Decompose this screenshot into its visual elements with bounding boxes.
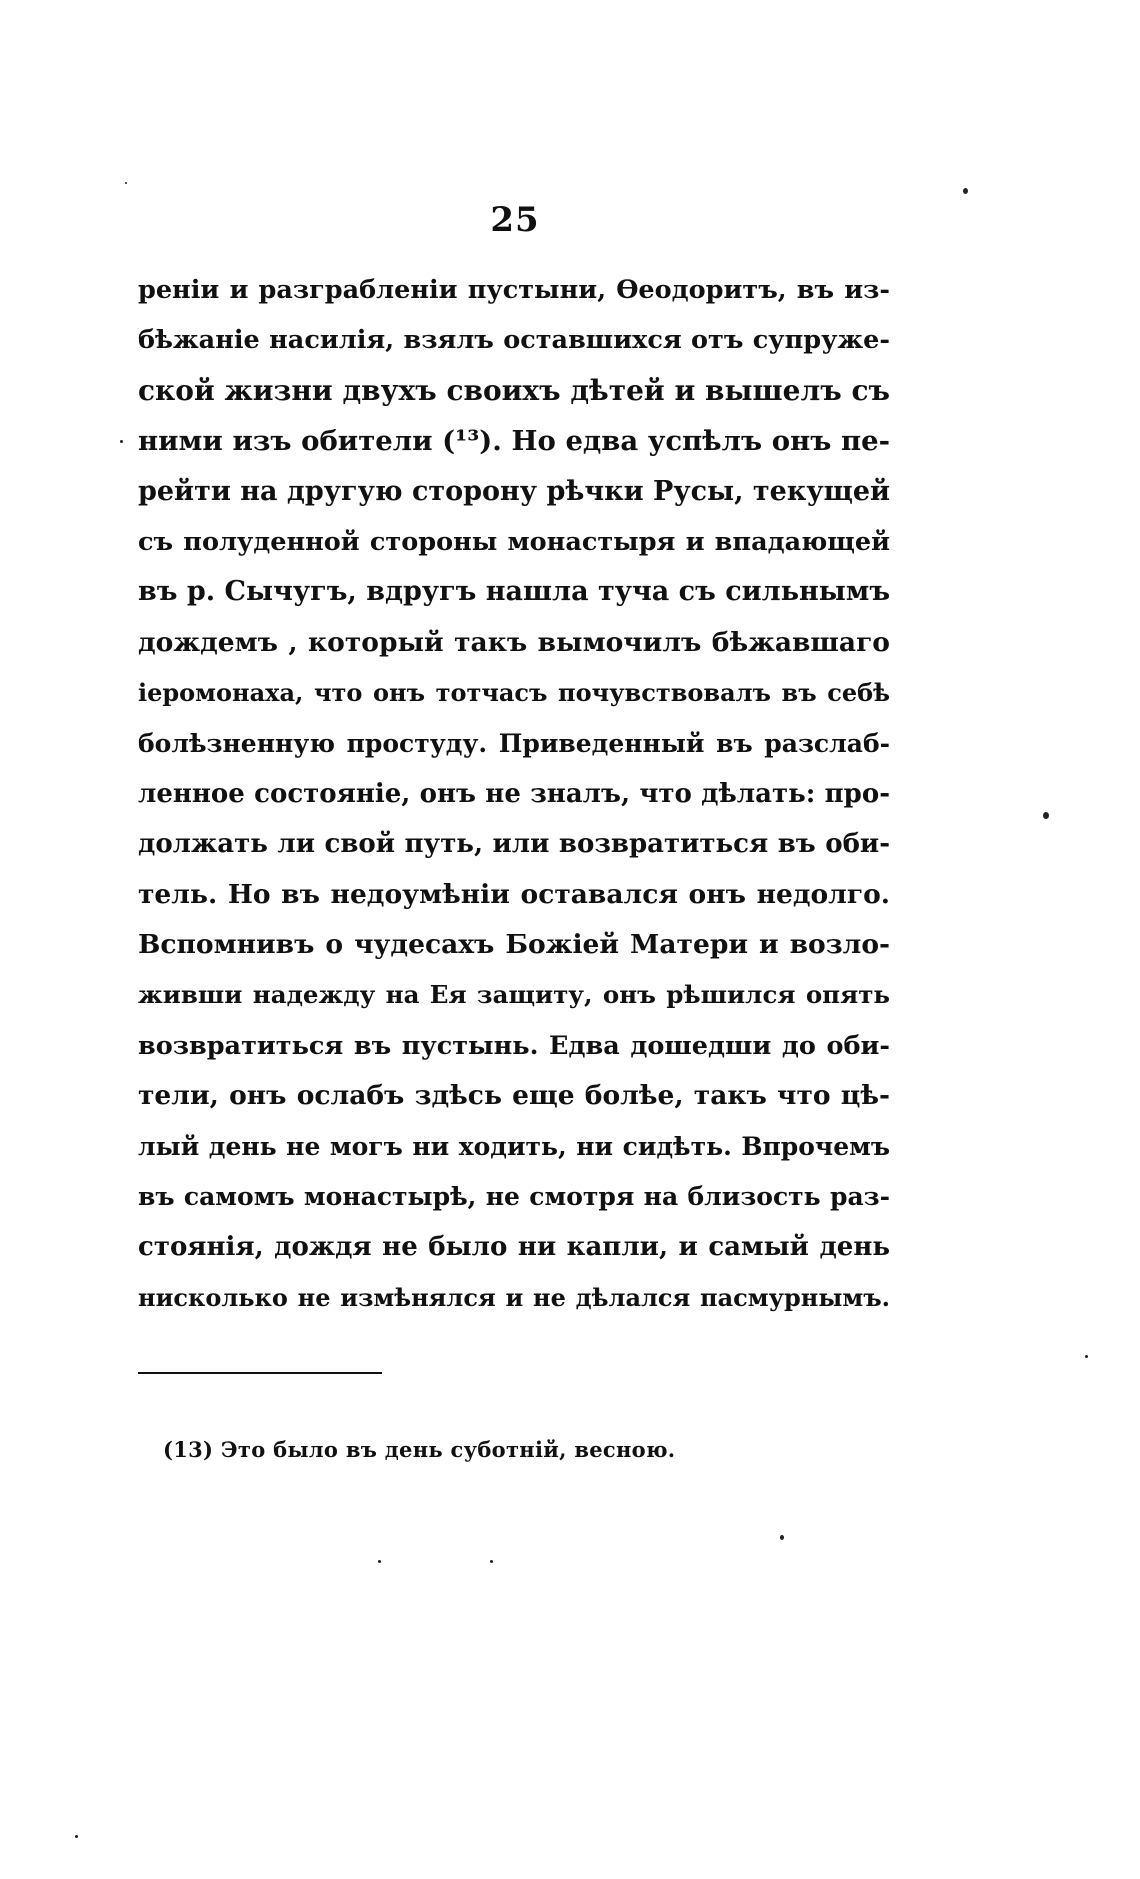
text-line: возвратиться въ пустынь. Едва дошедши до оби- bbox=[138, 1030, 890, 1061]
text-line: реніи и разграбленіи пустыни, Ѳеодоритъ, въ из- bbox=[138, 275, 890, 305]
text-line: болѣзненную простуду. Приведенный въ разслаб- bbox=[138, 728, 890, 758]
page-number: 25 bbox=[490, 200, 540, 240]
text-line: ской жизни двухъ своихъ дѣтей и вышелъ съ bbox=[138, 373, 890, 407]
scan-speck bbox=[120, 440, 123, 443]
text-line: съ полуденной стороны монастыря и впадающей bbox=[138, 526, 890, 557]
scan-speck bbox=[780, 1535, 784, 1540]
text-line: Вспомнивъ о чудесахъ Божіей Матери и возло- bbox=[138, 929, 890, 961]
text-line: стоянія, дождя не было ни капли, и самый день bbox=[138, 1232, 890, 1263]
body-text bbox=[138, 265, 890, 1323]
text-line: ними изъ обители (¹³). Но едва успѣлъ онъ пе- bbox=[138, 425, 890, 458]
text-line: лый день не могъ ни ходить, ни сидѣть. Впрочемъ bbox=[138, 1131, 890, 1161]
text-line: рейти на другую сторону рѣчки Русы, текущей bbox=[138, 475, 891, 507]
text-line: живши надежду на Ея защиту, онъ рѣшился опять bbox=[138, 980, 890, 1010]
text-line: іеромонаха, что онъ тотчасъ почувствовалъ въ себѣ bbox=[138, 678, 890, 708]
scan-speck bbox=[1043, 812, 1049, 819]
text-line: тели, онъ ослабъ здѣсь еще болѣе, такъ что цѣ- bbox=[138, 1080, 890, 1112]
text-line: бѣжаніе насилія, взялъ оставшихся отъ супруже- bbox=[138, 325, 890, 356]
footnote: (13) Это было въ день суботній, весною. bbox=[163, 1437, 676, 1462]
scan-speck bbox=[490, 1560, 493, 1563]
text-line: нисколько не измѣнялся и не дѣлался пасмурнымъ. bbox=[138, 1282, 890, 1312]
text-line: въ самомъ монастырѣ, не смотря на близость раз- bbox=[138, 1182, 890, 1212]
text-line: ленное состояніе, онъ не зналъ, что дѣлать: про- bbox=[138, 778, 890, 809]
scan-speck bbox=[1085, 1355, 1088, 1358]
scan-speck bbox=[75, 1835, 78, 1838]
scan-speck bbox=[963, 188, 968, 194]
text-line: должать ли свой путь, или возвратиться въ оби- bbox=[138, 829, 890, 860]
text-line: тель. Но въ недоумѣніи оставался онъ недолго. bbox=[138, 878, 890, 910]
scan-speck bbox=[378, 1560, 381, 1563]
scan-speck bbox=[125, 182, 127, 184]
footnote-divider bbox=[138, 1372, 382, 1374]
text-line: въ р. Сычугъ, вдругъ нашла туча съ сильнымъ bbox=[138, 576, 891, 608]
text-line: дождемъ , который такъ вымочилъ бѣжавшаго bbox=[138, 626, 890, 658]
